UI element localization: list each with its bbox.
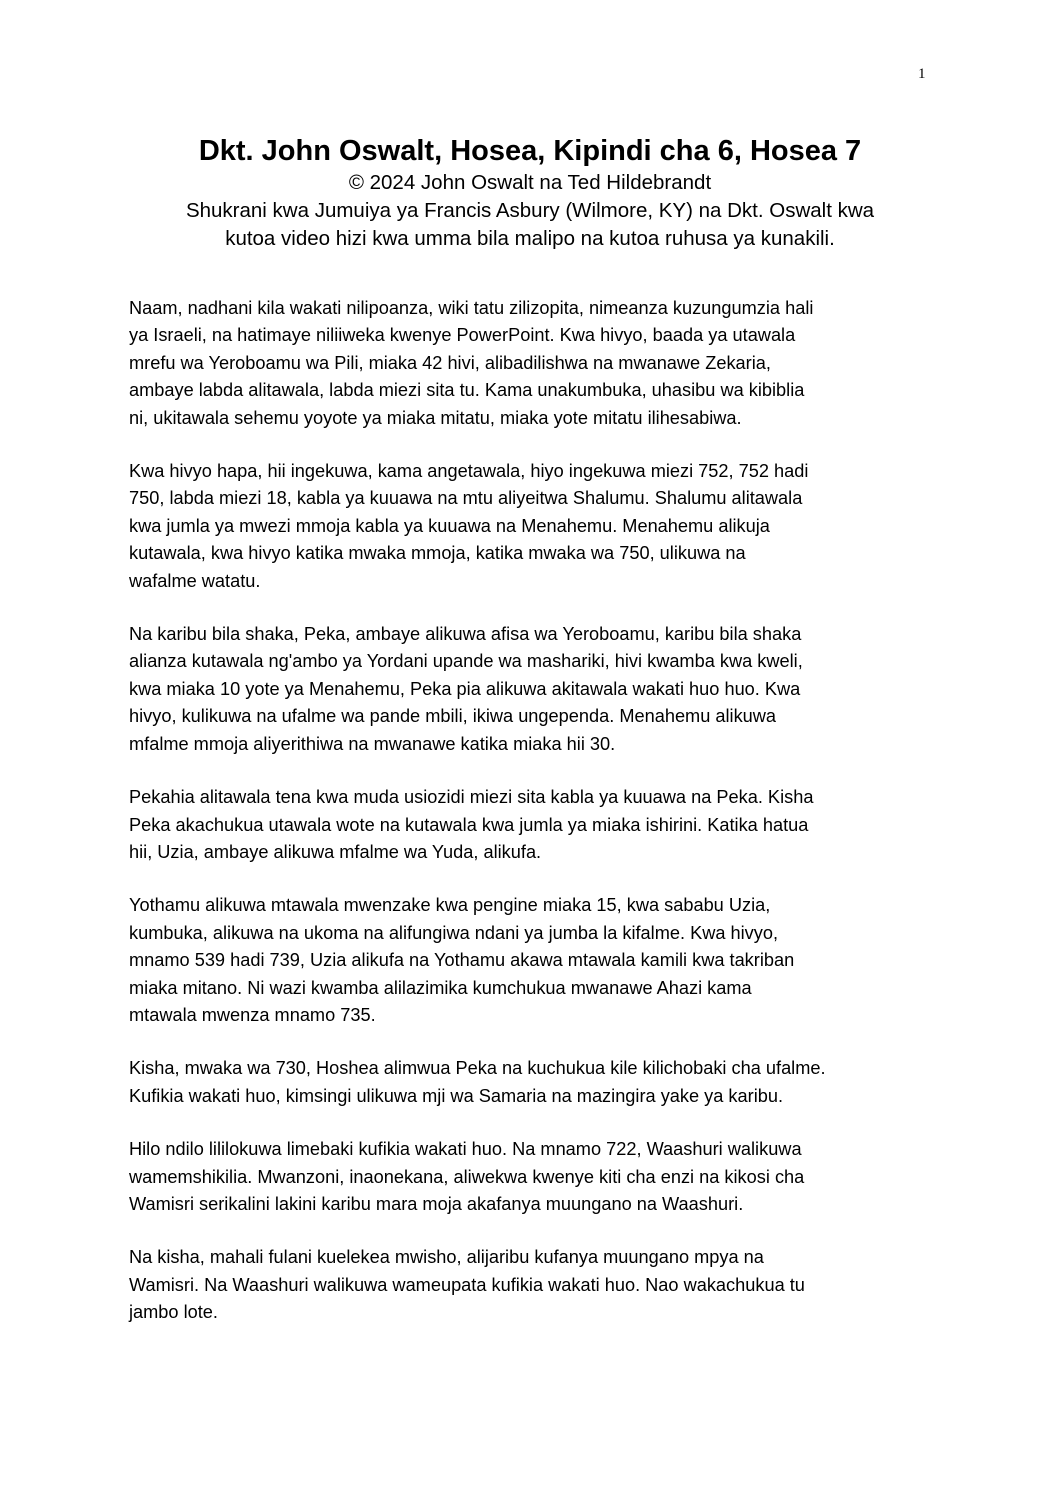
paragraph: Yothamu alikuwa mtawala mwenzake kwa pengine miaka 15, kwa sababu Uzia, kumbuka, alikuwa na ukoma na alifungiwa ndani ya jumba la kifalme. Kwa hivyo, mnamo 539 hadi 739, Uzia alikufa na Yothamu akawa mtawala kamili kwa takriban miaka mitano. Ni wazi kwamba alilazimika kumchukua mwanawe Ahazi kama mtawala mwenza mnamo 735. [129,895,795,1025]
page-number: 1 [918,66,926,82]
paragraph: Hilo ndilo lililokuwa limebaki kufikia wakati huo. Na mnamo 722, Waashuri walikuwa wamemshikilia. Mwanzoni, inaonekana, aliwekwa kwenye kiti cha enzi na kikosi cha Wamisri serikalini lakini karibu mara moja akafanya muungano na Waashuri. [129,1139,805,1214]
paragraph: Na karibu bila shaka, Peka, ambaye alikuwa afisa wa Yeroboamu, karibu bila shaka alianza kutawala ng'ambo ya Yordani upande wa mashariki, hivi kwamba kwa kweli, kwa miaka 10 yote ya Menahemu, Peka pia alikuwa akitawala wakati huo huo. Kwa hivyo, kulikuwa na ufalme wa pande mbili, ikiwa ungependa. Menahemu alikuwa mfalme mmoja aliyerithiwa na mwanawe katika miaka hii 30. [129,624,803,754]
paragraph: Kwa hivyo hapa, hii ingekuwa, kama angetawala, hiyo ingekuwa miezi 752, 752 hadi 750, labda miezi 18, kabla ya kuuawa na mtu aliyeitwa Shalumu. Shalumu alitawala kwa jumla ya mwezi mmoja kabla ya kuuawa na Menahemu. Menahemu alikuja kutawala, kwa hivyo katika mwaka mmoja, katika mwaka wa 750, ulikuwa na wafalme watatu. [129,461,809,591]
paragraph: Naam, nadhani kila wakati nilipoanza, wiki tatu zilizopita, nimeanza kuzungumzia hali ya Israeli, na hatimaye niliiweka kwenye PowerPoint. Kwa hivyo, baada ya utawala mrefu wa Yeroboamu wa Pili, miaka 42 hivi, alibadilishwa na mwanawe Zekaria, ambaye labda alitawala, labda miezi sita tu. Kama unakumbuka, uhasibu wa kibiblia ni, ukitawala sehemu yoyote ya miaka mitatu, miaka yote mitatu ilihesabiwa. [129,298,814,428]
paragraph: Na kisha, mahali fulani kuelekea mwisho, alijaribu kufanya muungano mpya na Wamisri. Na Waashuri walikuwa wameupata kufikia wakati huo. Nao wakachukua tu jambo lote. [129,1247,805,1323]
copyright-line: © 2024 John Oswalt na Ted Hildebrandt [348,171,712,194]
document-body [129,295,941,1353]
document-title: Dkt. John Oswalt, Hosea, Kipindi cha 6, Hosea 7 [198,135,862,167]
paragraph: Kisha, mwaka wa 730, Hoshea alimwua Peka na kuchukua kile kilichobaki cha ufalme. Kufikia wakati huo, kimsingi ulikuwa mji wa Samaria na mazingira yake ya karibu. [129,1058,826,1106]
document-header [100,133,960,253]
acknowledgement-line: Shukrani kwa Jumuiya ya Francis Asbury (Wilmore, KY) na Dkt. Oswalt kwa kutoa video hizi kwa umma bila malipo na kutoa ruhusa ya kunakili. [185,199,875,250]
paragraph: Pekahia alitawala tena kwa muda usiozidi miezi sita kabla ya kuuawa na Peka. Kisha Peka akachukua utawala wote na kutawala kwa jumla ya miaka ishirini. Katika hatua hii, Uzia, ambaye alikuwa mfalme wa Yuda, alikufa. [129,787,814,862]
